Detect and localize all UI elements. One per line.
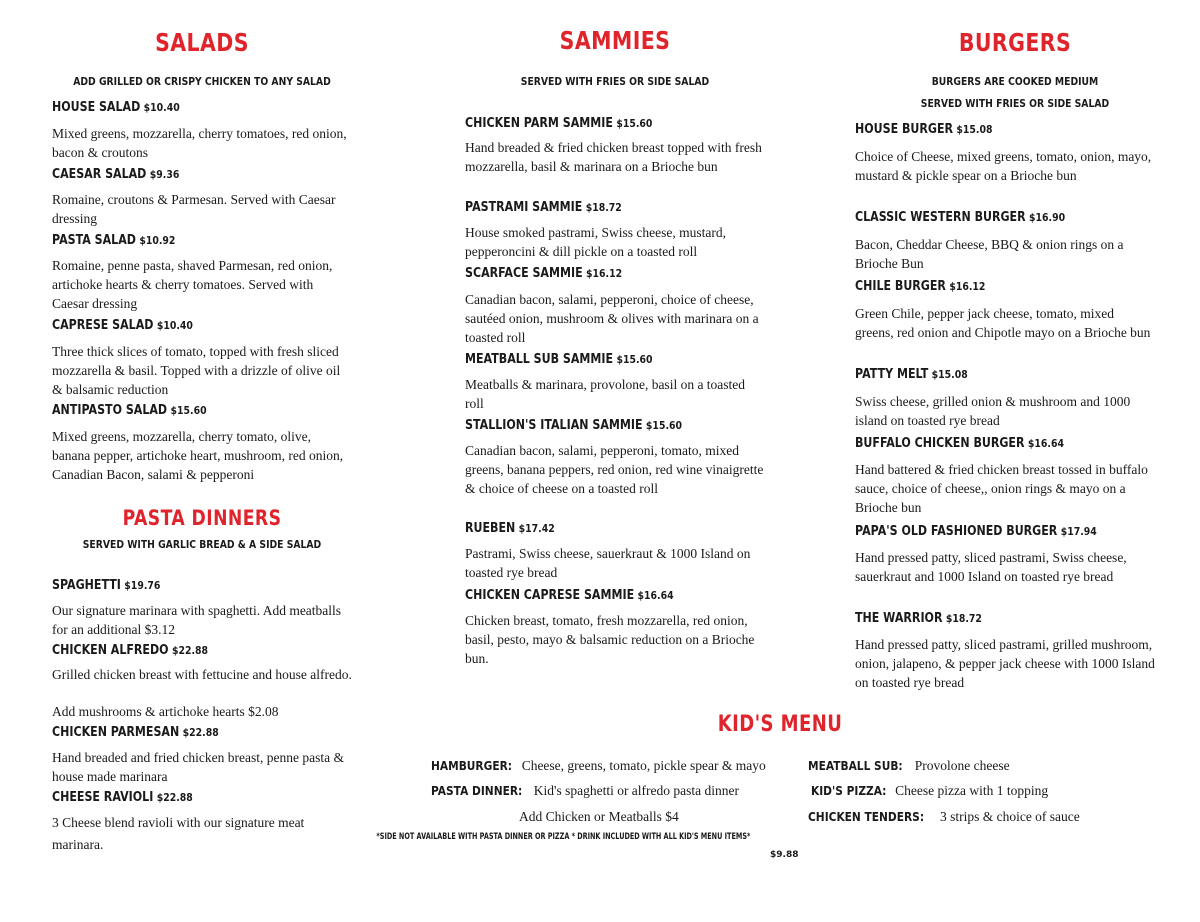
menu-item-price: $15.08 bbox=[956, 123, 993, 136]
burgers-subtitle-1: BURGERS ARE COOKED MEDIUM bbox=[931, 76, 1099, 88]
menu-item-name: THE WARRIOR $18.72 bbox=[855, 611, 982, 626]
menu-item-price: $19.76 bbox=[124, 579, 161, 592]
menu-item-price: $15.60 bbox=[616, 353, 653, 366]
kids-item-name: PASTA DINNER: bbox=[431, 783, 523, 798]
menu-item-description: Our signature marinara with spaghetti. Add meatballs for an additional $3.12 bbox=[52, 603, 342, 637]
menu-item-name: RUEBEN $17.42 bbox=[465, 521, 555, 536]
menu-item-price: $17.42 bbox=[518, 522, 555, 535]
menu-item-price: $18.72 bbox=[945, 612, 982, 625]
menu-item-price: $22.88 bbox=[182, 726, 219, 739]
kids-item-description: 3 strips & choice of sauce bbox=[939, 809, 1080, 824]
kids-note: *SIDE NOT AVAILABLE WITH PASTA DINNER OR PIZZA * DRINK INCLUDED WITH ALL KID'S MENU ITEMS* bbox=[376, 832, 751, 842]
kids-item bbox=[431, 758, 766, 774]
menu-item-price: $16.64 bbox=[637, 589, 674, 602]
menu-item-description: Hand breaded and fried chicken breast, penne pasta & house made marinara bbox=[52, 750, 344, 784]
menu-item-name: PAPA'S OLD FASHIONED BURGER $17.94 bbox=[855, 524, 1097, 539]
menu-item-price: $15.60 bbox=[170, 404, 207, 417]
kids-item bbox=[519, 809, 679, 825]
salads-title: SALADS bbox=[155, 28, 249, 57]
menu-item-description: Three thick slices of tomato, topped with fresh sliced mozzarella & basil. Topped with a drizzle of olive oil & balsamic reduction bbox=[52, 344, 341, 397]
menu-item-description: Hand battered & fried chicken breast tossed in buffalo sauce, choice of cheese,, onion rings & mayo on a Brioche bun bbox=[855, 462, 1148, 515]
menu-item-description: 3 Cheese blend ravioli with our signature meat marinara. bbox=[52, 815, 305, 852]
menu-item-description: Pastrami, Swiss cheese, sauerkraut & 1000 Island on toasted rye bread bbox=[465, 546, 751, 580]
menu-item-name: CAPRESE SALAD $10.40 bbox=[52, 318, 193, 333]
menu-item-price: $16.12 bbox=[586, 267, 623, 280]
kids-item-description: Cheese, greens, tomato, pickle spear & mayo bbox=[521, 758, 766, 773]
menu-item-price: $22.88 bbox=[156, 791, 193, 804]
menu-item-price: $18.72 bbox=[585, 201, 622, 214]
pasta-title: PASTA DINNERS bbox=[122, 506, 282, 530]
kids-item-description: Provolone cheese bbox=[914, 758, 1010, 773]
menu-item-name: CHEESE RAVIOLI $22.88 bbox=[52, 790, 193, 805]
menu-item-description: Meatballs & marinara, provolone, basil on a toasted roll bbox=[465, 377, 746, 411]
menu-item-name: MEATBALL SUB SAMMIE $15.60 bbox=[465, 352, 653, 367]
menu-item-name: CHILE BURGER $16.12 bbox=[855, 279, 986, 294]
pasta-subtitle: SERVED WITH GARLIC BREAD & A SIDE SALAD bbox=[82, 539, 322, 551]
menu-item-description: Choice of Cheese, mixed greens, tomato, onion, mayo, mustard & pickle spear on a Brioche bun bbox=[855, 149, 1152, 183]
menu-item-name: PASTRAMI SAMMIE $18.72 bbox=[465, 200, 622, 215]
kids-price: $9.88 bbox=[770, 850, 799, 860]
menu-item-name: HOUSE BURGER $15.08 bbox=[855, 122, 993, 137]
menu-item-description: Romaine, croutons & Parmesan. Served with Caesar dressing bbox=[52, 192, 336, 226]
menu-item-name: CHICKEN PARMESAN $22.88 bbox=[52, 725, 219, 740]
menu-item-description: Canadian bacon, salami, pepperoni, choice of cheese, sautéed onion, mushroom & olives with marinara on a toasted roll bbox=[465, 292, 759, 345]
menu-item-price: $22.88 bbox=[171, 644, 209, 657]
menu-item-description: Swiss cheese, grilled onion & mushroom and 1000 island on toasted rye bread bbox=[855, 394, 1131, 428]
kids-item bbox=[808, 758, 1010, 774]
menu-item-extra: Add mushrooms & artichoke hearts $2.08 bbox=[52, 704, 279, 719]
menu-item-price: $16.90 bbox=[1029, 211, 1066, 224]
kids-item-description: Add Chicken or Meatballs $4 bbox=[519, 809, 679, 824]
kids-item-name: KID'S PIZZA: bbox=[811, 783, 887, 798]
menu-item-price: $10.40 bbox=[156, 319, 193, 332]
menu-item-description: Grilled chicken breast with fettucine and house alfredo. bbox=[52, 667, 352, 682]
menu-item-name: PATTY MELT $15.08 bbox=[855, 367, 968, 382]
menu-item-price: $17.94 bbox=[1060, 525, 1097, 538]
kids-item-name: MEATBALL SUB: bbox=[808, 758, 903, 773]
menu-item-description: Mixed greens, mozzarella, cherry tomatoes, red onion, bacon & croutons bbox=[52, 126, 347, 160]
menu-item-name: SCARFACE SAMMIE $16.12 bbox=[465, 266, 623, 281]
menu-item-description: Chicken breast, tomato, fresh mozzarella, red onion, basil, pesto, mayo & balsamic reduction on a Brioche bun. bbox=[465, 613, 755, 666]
menu-item-name: HOUSE SALAD $10.40 bbox=[52, 100, 180, 115]
menu-item-name: CHICKEN CAPRESE SAMMIE $16.64 bbox=[465, 588, 674, 603]
menu-item-description: Hand pressed patty, sliced pastrami, grilled mushroom, onion, jalapeno, & pepper jack cheese with 1000 Island on toasted rye bread bbox=[855, 637, 1155, 690]
menu-item-price: $10.92 bbox=[139, 234, 176, 247]
menu-item-description: Green Chile, pepper jack cheese, tomato, mixed greens, red onion and Chipotle mayo on a Brioche bun bbox=[855, 306, 1151, 340]
menu-item-name: CLASSIC WESTERN BURGER $16.90 bbox=[855, 210, 1066, 225]
menu-item-name: ANTIPASTO SALAD $15.60 bbox=[52, 403, 207, 418]
kids-item-name: HAMBURGER: bbox=[431, 758, 513, 773]
sammies-subtitle: SERVED WITH FRIES OR SIDE SALAD bbox=[520, 76, 710, 88]
burgers-subtitle-2: SERVED WITH FRIES OR SIDE SALAD bbox=[920, 98, 1110, 110]
kids-title: KID'S MENU bbox=[717, 712, 843, 737]
kids-item bbox=[431, 783, 739, 799]
burgers-title: BURGERS bbox=[958, 28, 1072, 57]
kids-item-description: Kid's spaghetti or alfredo pasta dinner bbox=[533, 783, 740, 798]
menu-item-name: PASTA SALAD $10.92 bbox=[52, 233, 176, 248]
menu-item-description: House smoked pastrami, Swiss cheese, mustard, pepperoncini & dill pickle on a toasted roll bbox=[465, 225, 726, 259]
kids-item bbox=[811, 783, 1048, 799]
menu-item-description: Hand breaded & fried chicken breast topped with fresh mozzarella, basil & marinara on a Brioche bun bbox=[465, 140, 762, 174]
kids-item-name: CHICKEN TENDERS: bbox=[808, 809, 925, 824]
menu-item-description: Mixed greens, mozzarella, cherry tomato, olive, banana pepper, artichoke heart, mushroom, red onion, Canadian Bacon, salami & pepperoni bbox=[52, 429, 344, 482]
menu-item-price: $10.40 bbox=[143, 101, 180, 114]
salads-subtitle: ADD GRILLED OR CRISPY CHICKEN TO ANY SALAD bbox=[73, 76, 331, 88]
menu-item-price: $9.36 bbox=[149, 168, 180, 181]
menu-item-name: SPAGHETTI $19.76 bbox=[52, 578, 161, 593]
menu-item-price: $16.64 bbox=[1027, 437, 1064, 450]
menu-item-price: $15.08 bbox=[931, 368, 968, 381]
menu-item-name: CHICKEN ALFREDO $22.88 bbox=[52, 643, 209, 658]
menu-item-name: STALLION'S ITALIAN SAMMIE $15.60 bbox=[465, 418, 683, 433]
menu-item-description: Hand pressed patty, sliced pastrami, Swiss cheese, sauerkraut and 1000 Island on toasted rye bread bbox=[855, 550, 1127, 584]
kids-item-description: Cheese pizza with 1 topping bbox=[895, 783, 1049, 798]
menu-item-name: BUFFALO CHICKEN BURGER $16.64 bbox=[855, 436, 1064, 451]
menu-item-description: Romaine, penne pasta, shaved Parmesan, red onion, artichoke hearts & cherry tomatoes. Served with Caesar dressing bbox=[52, 258, 333, 311]
menu-item-description: Bacon, Cheddar Cheese, BBQ & onion rings on a Brioche Bun bbox=[855, 237, 1124, 271]
menu-item-name: CHICKEN PARM SAMMIE $15.60 bbox=[465, 116, 653, 131]
menu-item-name: CAESAR SALAD $9.36 bbox=[52, 167, 180, 182]
menu-item-price: $15.60 bbox=[616, 117, 653, 130]
menu-item-price: $16.12 bbox=[949, 280, 986, 293]
sammies-title: SAMMIES bbox=[559, 26, 671, 55]
kids-item bbox=[808, 809, 1080, 825]
menu-item-price: $15.60 bbox=[645, 419, 683, 432]
menu-item-description: Canadian bacon, salami, pepperoni, tomato, mixed greens, banana peppers, red onion, red wine vinaigrette & choice of cheese on a toasted roll bbox=[465, 443, 764, 496]
